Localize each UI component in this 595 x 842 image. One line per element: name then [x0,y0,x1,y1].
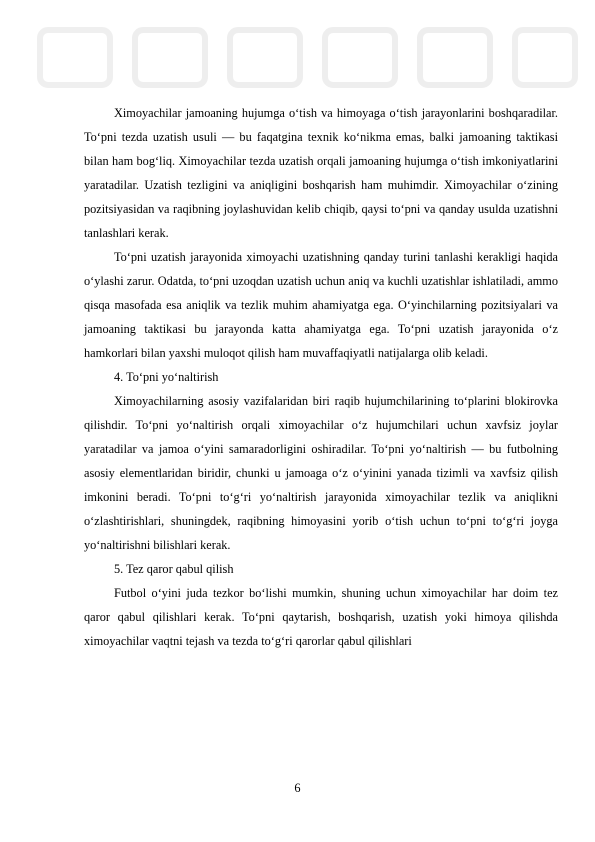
section-5-heading: 5. Tez qaror qabul qilish [114,562,234,576]
paragraph-1: Ximoyachilar jamoaning hujumga o‘tish va himoyaga o‘tish jarayonlarini boshqaradilar. To‘pni tezda uzatish usuli — bu faqatgina texnik ko‘nikma emas, balki jamoaning taktikasi bilan ham bog‘liq. Ximoyachilar tezda uzatish orqali jamoaning hujumga o‘tish imkoniyatlarini yaratadilar. Uzatish tezligini va aniqligini boshqarish ham muhimdir. Ximoyachilar o‘zining pozitsiyasidan va raqibning joylashuvidan kelib chiqib, qaysi to‘pni va qanday usulda uzatishni tanlashlari kerak. [84,106,558,240]
paragraph-2: To‘pni uzatish jarayonida ximoyachi uzatishning qanday turini tanlashi kerakligi haqida o‘ylashi zarur. Odatda, to‘pni uzoqdan uzatish uchun aniq va kuchli uzatishlar ishlatiladi, ammo qisqa masofada esa aniqlik va tezlik muhim ahamiyatga ega. O‘yinchilarning pozitsiyalari va jamoaning taktikasi bu jarayonda katta ahamiyatga ega. To‘pni uzatish jarayonida o‘z hamkorlari bilan yaxshi muloqot qilish ham muvaffaqiyatli natijalarga olib keladi. [84,250,558,360]
document-body [84,101,558,653]
page-number: 6 [294,781,301,795]
section-4-heading: 4. To‘pni yo‘naltirish [114,370,219,384]
section-5-paragraph: Futbol o‘yini juda tezkor bo‘lishi mumkin, shuning uchun ximoyachilar har doim tez qaror qabul qilishlari kerak. To‘pni qaytarish, boshqarish, uzatish yoki himoya qilishda ximoyachilar vaqtni tejash va tezda to‘g‘ri qarorlar qabul qilishlari [84,586,558,648]
section-4-paragraph: Ximoyachilarning asosiy vazifalaridan biri raqib hujumchilarining to‘plarini blokirovka qilishdir. To‘pni yo‘naltirish orqali ximoyachilar o‘z hujumchilari uchun xavfsiz joylar yaratadilar va jamoa o‘yini samaradorligini oshiradilar. To‘pni yo‘naltirish — bu futbolning asosiy elementlaridan biridir, chunki u jamoaga o‘z o‘yinini yanada tizimli va xavfsiz qilish imkonini beradi. To‘pni to‘g‘ri yo‘naltirish jarayonida ximoyachilar tezlik va aniqlikni o‘zlashtirishlari, shuningdek, raqibning himoyasini yorib o‘tish uchun to‘pni to‘g‘ri joyga yo‘naltirishni bilishlari kerak. [84,394,558,552]
